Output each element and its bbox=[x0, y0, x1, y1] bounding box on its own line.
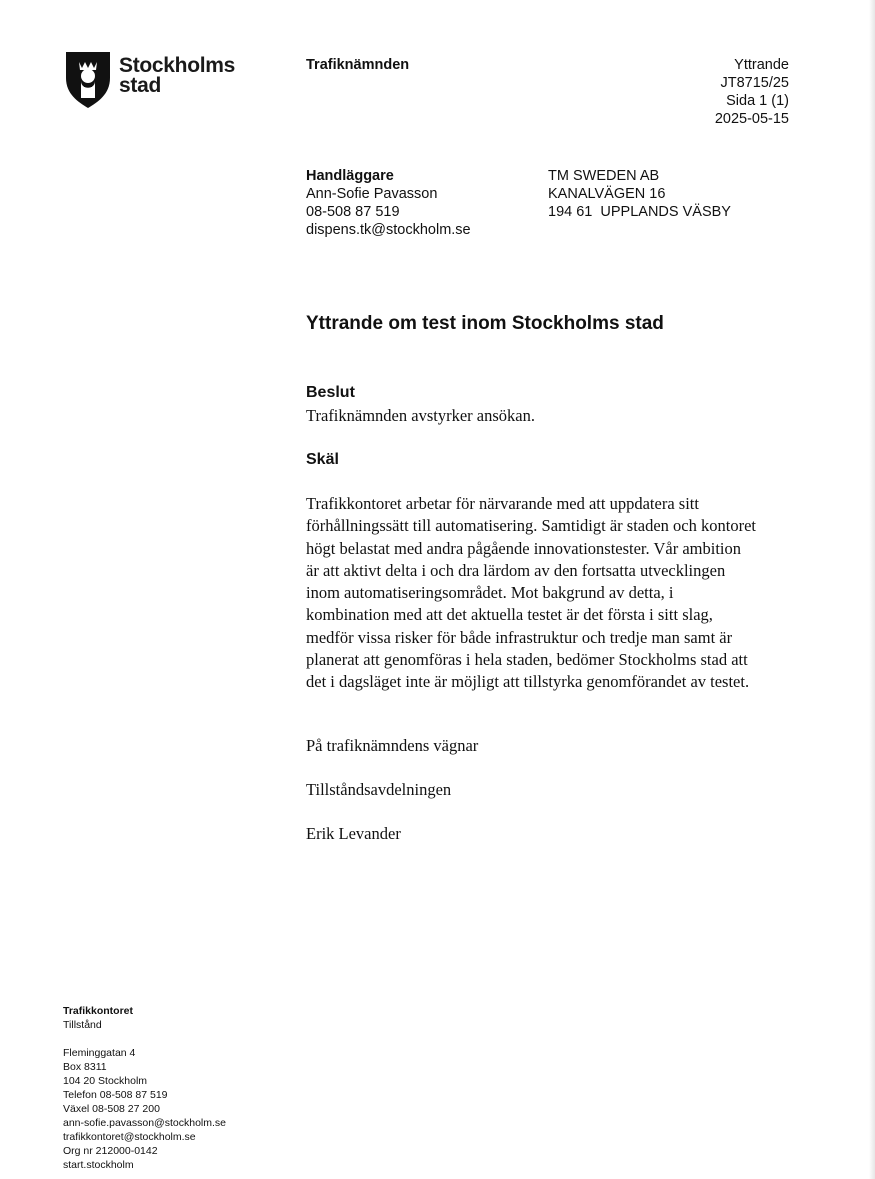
decision-heading: Beslut bbox=[306, 384, 355, 401]
footer-line: Box 8311 bbox=[63, 1061, 107, 1073]
page-edge-shadow bbox=[869, 0, 875, 1179]
reasons-heading: Skäl bbox=[306, 451, 339, 468]
paragraph-line: är att aktivt delta i och dra lärdom av den fortsatta utvecklingen bbox=[306, 560, 726, 580]
paragraph-line: planerat att genomföras i hela staden, bedömer Stockholms stad att bbox=[306, 650, 748, 670]
footer-line: ann-sofie.pavasson@stockholm.se bbox=[63, 1117, 226, 1129]
document-title: Yttrande om test inom Stockholms stad bbox=[306, 313, 664, 334]
decision-text: Trafiknämnden avstyrker ansökan. bbox=[306, 406, 535, 425]
paragraph-line: Trafikkontoret arbetar för närvarande med att uppdatera sitt bbox=[306, 494, 699, 513]
signature-signer: Erik Levander bbox=[306, 824, 401, 843]
doc-number: JT8715/25 bbox=[720, 75, 789, 91]
handler-phone: 08-508 87 519 bbox=[306, 204, 400, 220]
doc-date: 2025-05-15 bbox=[714, 111, 789, 127]
footer-line: Fleminggatan 4 bbox=[63, 1047, 136, 1059]
stockholm-logo bbox=[64, 48, 239, 110]
footer-line: 104 20 Stockholm bbox=[63, 1075, 148, 1087]
handler-label: Handläggare bbox=[306, 168, 394, 184]
signature-unit: Tillståndsavdelningen bbox=[306, 780, 452, 799]
page-number: Sida 1 (1) bbox=[726, 93, 789, 109]
handler-email: dispens.tk@stockholm.se bbox=[306, 222, 471, 238]
department: Trafiknämnden bbox=[306, 57, 410, 73]
paragraph-line: inom automatiseringsområdet. Mot bakgrund av detta, i bbox=[306, 583, 674, 603]
paragraph-line: medför vissa risker för både infrastruktur och tredje man samt är bbox=[306, 627, 733, 647]
footer-line: start.stockholm bbox=[63, 1159, 134, 1171]
reasons-paragraph bbox=[306, 493, 756, 694]
footer-unit: Tillstånd bbox=[63, 1019, 102, 1031]
footer-line: trafikkontoret@stockholm.se bbox=[63, 1131, 196, 1143]
footer-contact bbox=[63, 1004, 226, 1172]
recipient-postal: 194 61 UPPLANDS VÄSBY bbox=[548, 204, 731, 220]
recipient-street: KANALVÄGEN 16 bbox=[548, 186, 666, 202]
handler-name: Ann-Sofie Pavasson bbox=[306, 186, 438, 202]
doc-type: Yttrande bbox=[734, 57, 789, 73]
handler-block bbox=[306, 167, 471, 239]
doc-meta bbox=[715, 56, 789, 128]
paragraph-line: det i dagsläget inte är möjligt att tillstyrka genomförandet av testet. bbox=[306, 672, 750, 692]
recipient-address bbox=[548, 167, 731, 221]
paragraph-line: högt belastat med andra pågående innovationstester. Vår ambition bbox=[306, 538, 741, 558]
recipient-company: TM SWEDEN AB bbox=[548, 168, 660, 184]
paragraph-line: förhållningssätt till automatisering. Samtidigt är staden och kontoret bbox=[306, 516, 756, 536]
logo-text-line2: stad bbox=[119, 74, 161, 97]
stockholm-crown-shield-icon bbox=[64, 48, 112, 110]
signature-on-behalf: På trafiknämndens vägnar bbox=[306, 736, 479, 755]
footer-line: Telefon 08-508 87 519 bbox=[63, 1089, 168, 1101]
footer-org: Trafikkontoret bbox=[63, 1005, 134, 1017]
logo-text-line1: Stockholms bbox=[119, 54, 236, 77]
paragraph-line: kombination med att det aktuella testet är det första i sitt slag, bbox=[306, 605, 713, 625]
footer-line: Växel 08-508 27 200 bbox=[63, 1103, 160, 1115]
footer-line: Org nr 212000-0142 bbox=[63, 1145, 158, 1157]
